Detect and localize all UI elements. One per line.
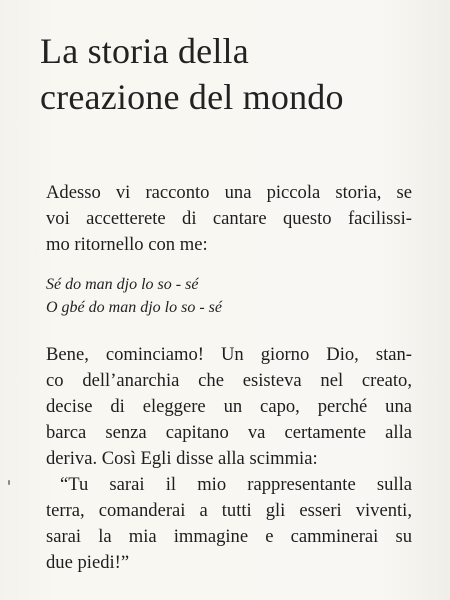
intro-line: mo ritornello con me: (46, 234, 208, 255)
page-title (40, 28, 440, 120)
story-line: deriva. Così Egli disse alla scimmia: (46, 448, 318, 469)
title-line-1: La storia della (40, 31, 249, 71)
story-line: due piedi!” (46, 552, 130, 573)
refrain-line: O gbé do man djo lo so - sé (46, 299, 222, 316)
refrain-verse (46, 273, 406, 319)
story-line: sarai la mia immagine e camminerai su (46, 526, 412, 547)
intro-line: voi accetterete di cantare questo facilissi- (46, 208, 412, 229)
intro-line: Adesso vi racconto una piccola storia, se (46, 182, 412, 203)
refrain-line: Sé do man djo lo so - sé (46, 276, 199, 293)
story-line: decise di eleggere un capo, perché una (46, 396, 412, 417)
title-line-2: creazione del mondo (40, 77, 344, 117)
story-line: “Tu sarai il mio rappresentante sulla (60, 474, 412, 495)
story-line: Bene, cominciamo! Un giorno Dio, stan- (46, 344, 412, 365)
margin-speck (8, 480, 10, 485)
story-line: co dell’anarchia che esisteva nel creato, (46, 370, 412, 391)
story-line: terra, comanderai a tutti gli esseri viventi, (46, 500, 412, 521)
story-paragraph (46, 342, 412, 576)
story-line: barca senza capitano va certamente alla (46, 422, 412, 443)
intro-paragraph (46, 180, 412, 258)
